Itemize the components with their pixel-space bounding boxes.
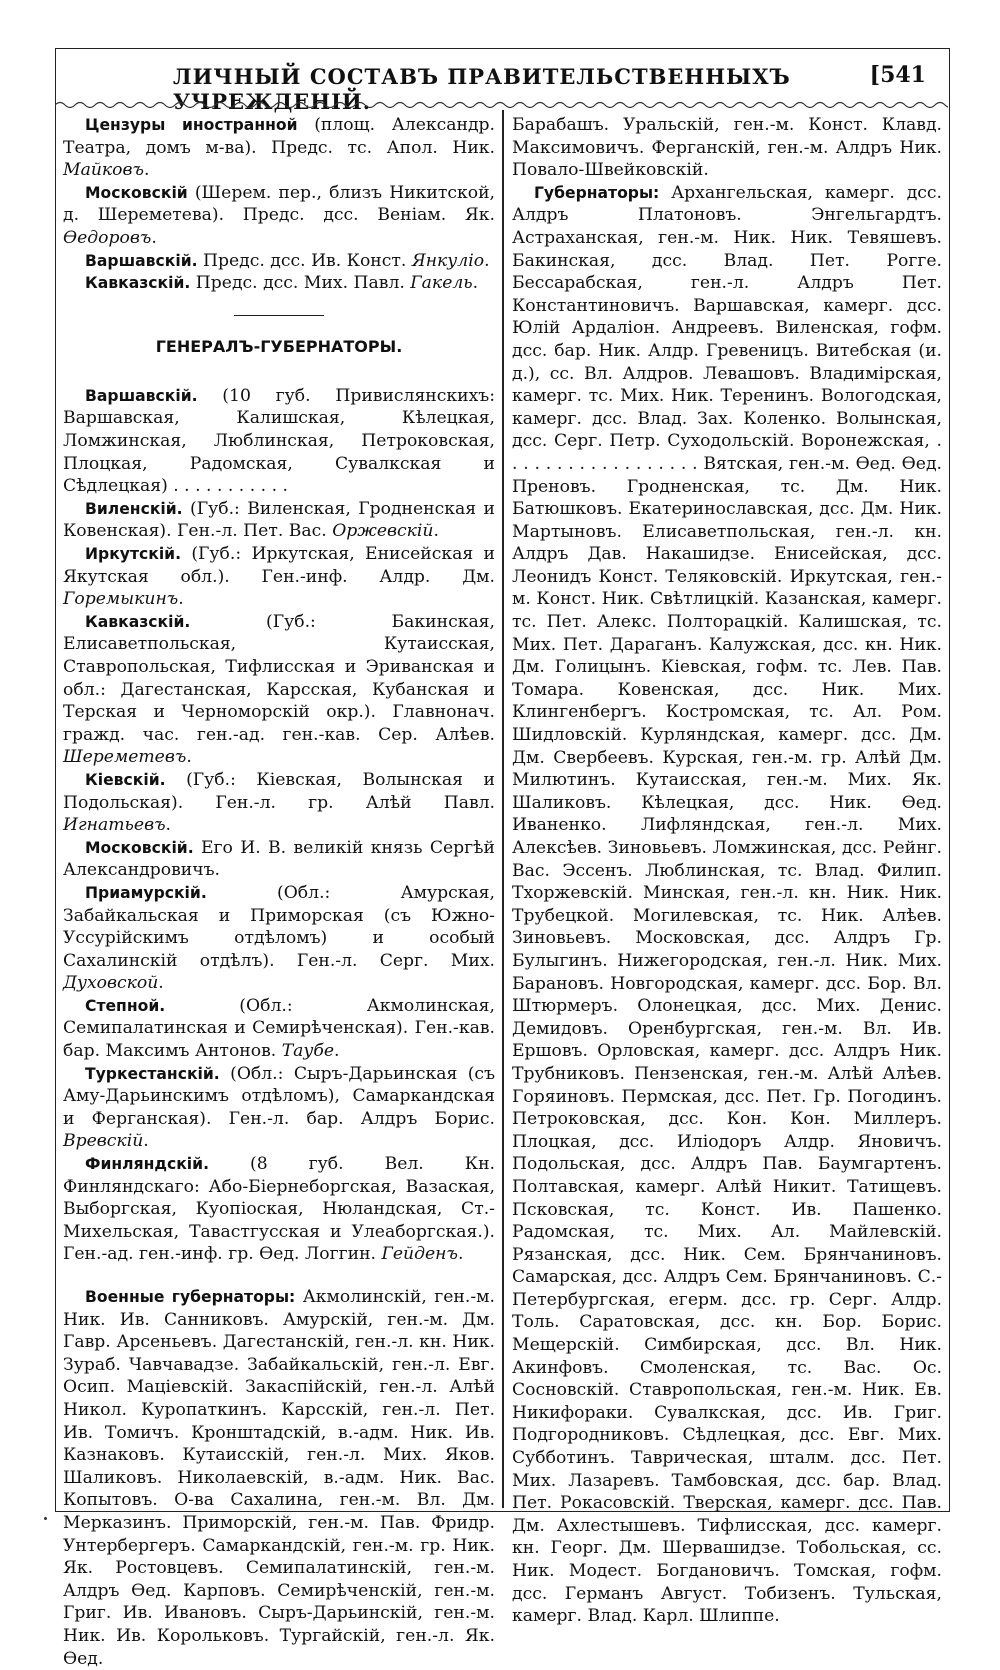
- entry-gg-warsaw: Варшавскій. (10 губ. Привислянскихъ: Варшавская, Калишская, Кѣлецкая, Ломжинская, Люблинская, Петроковская, Плоцкая, Радомская, Сувалкская и Сѣдлецкая) . . . . . . . . . . .: [63, 385, 495, 497]
- page-header: [55, 62, 948, 114]
- section-separator: [234, 315, 324, 317]
- entry-military-governors-cont: Барабашъ. Уральскій, ген.-м. Конст. Клавд. Максимовичъ. Ферганскій, ген.-м. Алдръ Ник. Повало-Швейковскій.: [512, 115, 942, 181]
- entry-moscow-censorship: Московскій (Шерем. пер., близъ Никитской, д. Шереметева). Предс. дсс. Веніам. Як. Өедоровъ.: [63, 182, 495, 248]
- section-title: ГЕНЕРАЛЪ-ГУБЕРНАТОРЫ.: [155, 337, 403, 357]
- entry-governors: Губернаторы: Архангельская, камерг. дсс. Алдръ Платоновъ. Энгельгардтъ. Астраханская, ген.-м. Ник. Ник. Тевяшевъ. Бакинская, дсс. Влад. Пет. Рогге. Бессарабская, ген.-л. Алдръ Пет. Константиновичъ. Варшавская, камерг. дсс. Юлій Ардаліон. Андреевъ. Виленская, гофм. дсс. бар. Ник. Алдр. Гревеницъ. Витебская (и. д.), сс. Вл. Алдров. Левашовъ. Владимірская, камерг. тс. Мих. Ник. Теренинъ. Вологодская, камерг. дсс. Влад. Зах. Коленко. Волынская, дсс. Серг. Петр. Суходольскій. Воронежская, . . . . . . . . . . . . . . . . . . Вятская, ген.-м. Өед. Өед. Преновъ. Гродненская, тс. Дм. Ник. Батюшковъ. Екатеринославская, дсс. Дм. Ник. Мартыновъ. Елисаветпольская, ген.-л. кн. Алдръ Дав. Накашидзе. Енисейская, дсс. Леонидъ Конст. Теляковскій. Иркутская, ген.-м. Конст. Ник. Свѣтлицкій. Казанская, камерг. тс. Пет. Алекс. Полторацкій. Калишская, тс. Мих. Пет. Дараганъ. Калужская, дсс. кн. Ник. Дм. Голицынъ. Кіевская, гофм. тс. Лев. Пав. Томара. Ковенская, дсс. Ник. Мих. Клингенбергъ. Костромская, тс. Ал. Ром. Шидловскій. Курляндская, камерг. дсс. Дм. Дм. Свербеевъ. Курская, ген.-м. гр. Алѣй Дм. Милютинъ. Кутаисская, ген.-м. Мих. Як. Шаликовъ. Кѣлецкая, дсс. Ник. Өед. Иваненко. Лифляндская, ген.-л. Мих. Алексѣев. Зиновьевъ. Ломжинская, дсс. Рейнг. Вас. Эссенъ. Люблинская, тс. Влад. Филип. Тхоржевскій. Минская, ген.-л. кн. Ник. Ник. Трубецкой. Могилевская, тс. Ник. Алѣев. Зиновьевъ. Московская, дсс. Алдръ Гр. Булыгинъ. Нижегородская, ген.-л. Ник. Мих. Барановъ. Новгородская, камерг. дсс. Бор. Вл. Штюрмеръ. Олонецкая, дсс. Мих. Денис. Демидовъ. Оренбургская, ген.-м. Вл. Ив. Ершовъ. Орловская, камерг. дсс. Алдръ Ник. Трубниковъ. Пензенская, ген.-м. Алѣй Алѣев. Горяиновъ. Пермская, дсс. Пет. Гр. Погодинъ. Петроковская, дсс. Кон. Кон. Миллеръ. Плоцкая, дсс. Иліодоръ Алдр. Яновичъ. Подольская, дсс. Алдръ Пав. Баумгартенъ. Полтавская, камерг. Алѣй Никит. Татищевъ. Псковская, тс. Конст. Ив. Пашенко. Радомская, тс. Мих. Ал. Майлевскій. Рязанская, дсс. Ник. Сем. Брянчаниновъ. Самарская, дсс. Алдръ Сем. Брянчаниновъ. С.-Петербургская, егерм. дсс. гр. Серг. Алдр. Толь. Саратовская, дсс. кн. Бор. Борис. Мещерскій. Симбирская, дсс. Вл. Ник. Акинфовъ. Смоленская, тс. Вас. Ос. Сосновскій. Ставропольская, ген.-м. Ник. Ев. Никифораки. Сувалкская, дсс. Ив. Григ. Подгородниковъ. Сѣдлецкая, дсс. Евг. Мих. Субботинъ. Таврическая, шталм. дсс. Пет. Мих. Лазаревъ. Тамбовская, дсс. бар. Влад. Пет. Рокасовскій. Тверская, камерг. дсс. Пав. Дм. Ахлестышевъ. Тифлисская, дсс. камерг. кн. Георг. Дм. Шервашидзе. Тобольская, сс. Ник. Модест. Богдановичъ. Томская, гофм. дсс. Германъ Август. Тобизенъ. Тульская, камерг. Влад. Карл. Шлиппе.: [512, 182, 942, 1627]
- right-column: [512, 114, 942, 1628]
- entry-gg-priamur: Приамурскій. (Обл.: Амурская, Забайкальская и Приморская (съ Южно-Уссурійскимъ отдѣломъ) и особый Сахалинскій отдѣлъ). Ген.-л. Серг. Мих. Духовской.: [63, 882, 495, 994]
- entry-military-governors: Военные губернаторы: Акмолинскій, ген.-м. Ник. Ив. Санниковъ. Амурскій, ген.-м. Дм. Гавр. Арсеньевъ. Дагестанскій, ген.-л. кн. Ник. Зураб. Чавчавадзе. Забайкальскій, ген.-л. Евг. Осип. Маціевскій. Закаспійскій, ген.-л. Алѣй Никол. Куропаткинъ. Карсскій, ген.-л. Пет. Ив. Томичъ. Кронштадскій, в.-адм. Ник. Ив. Казнаковъ. Кутаисскій, ген.-л. Мих. Яков. Шаликовъ. Николаевскій, в.-адм. Ник. Вас. Копытовъ. О-ва Сахалина, ген.-м. Вл. Дм. Мерказинъ. Приморскій, ген.-м. Пав. Фридр. Унтербергеръ. Самаркандскій, ген.-м. гр. Ник. Як. Ростовцевъ. Семипалатинскій, ген.-м. Алдръ Өед. Карповъ. Семирѣченскій, ген.-м. Григ. Ив. Ивановъ. Сыръ-Дарьинскій, ген.-м. Ник. Ив. Корольковъ. Тургайскій, ген.-л. Як. Өед.: [63, 1287, 495, 1669]
- entry-gg-moscow: Московскій. Его И. В. великій князь Сергѣй Александровичъ.: [63, 837, 495, 881]
- entry-caucasus-censorship: Кавказскій. Предс. дсс. Мих. Павл. Гакель.: [85, 273, 479, 294]
- left-column: [63, 114, 495, 1670]
- entry-gg-caucasus: Кавказскій. (Губ.: Бакинская, Елисаветпольская, Кутаисская, Ставропольская, Тифлисская и Эриванская и обл.: Дагестанская, Карсская, Кубанская и Терская и Черноморскій окр.). Главнонач. гражд. час. ген.-ад. ген.-кав. Сер. Алѣев. Шереметевъ.: [63, 611, 495, 768]
- entry-gg-turkestan: Туркестанскій. (Обл.: Сыръ-Дарьинская (съ Аму-Дарьинскимъ отдѣломъ), Самаркандская и Ферганская). Ген.-л. бар. Алдръ Борис. Вревскій.: [63, 1063, 495, 1152]
- entry-gg-steppe: Степной. (Обл.: Акмолинская, Семипалатинская и Семирѣченская). Ген.-кав. бар. Максимъ Антонов. Таубе.: [63, 995, 495, 1062]
- column-divider: [502, 110, 504, 1508]
- running-title: ЛИЧНЫЙ СОСТАВЪ ПРАВИТЕЛЬСТВЕННЫХЪ УЧРЕЖДЕНІЙ.: [173, 64, 791, 114]
- page-number: [541: [869, 62, 926, 88]
- entry-gg-vilna: Виленскій. (Губ.: Виленская, Гродненская и Ковенская). Ген.-л. Пет. Вас. Оржевскій.: [63, 498, 495, 542]
- entry-gg-irkutsk: Иркутскій. (Губ.: Иркутская, Енисейская и Якутская обл.). Ген.-инф. Алдр. Дм. Горемыкинъ.: [63, 544, 495, 610]
- entry-censorship-foreign: Цензуры иностранной (площ. Александр. Театра, домъ м-ва). Предс. тс. Апол. Ник. Майковъ.: [63, 115, 495, 181]
- entry-gg-finland: Финляндскій. (8 губ. Вел. Кн. Финляндскаго: Або-Біернеборгская, Вазаская, Выборгская, Куопіоская, Нюландская, Ст.-Михельская, Тавастгусская и Улеаборгская.). Ген.-ад. ген.-инф. гр. Өед. Логгин. Гейденъ.: [63, 1154, 495, 1265]
- entry-warsaw-censorship: Варшавскій. Предс. дсс. Ив. Конст. Янкуліо.: [85, 250, 490, 271]
- stray-mark: [44, 1517, 47, 1520]
- entry-gg-kiev: Кіевскій. (Губ.: Кіевская, Волынская и Подольская). Ген.-л. гр. Алѣй Павл. Игнатьевъ.: [63, 769, 495, 836]
